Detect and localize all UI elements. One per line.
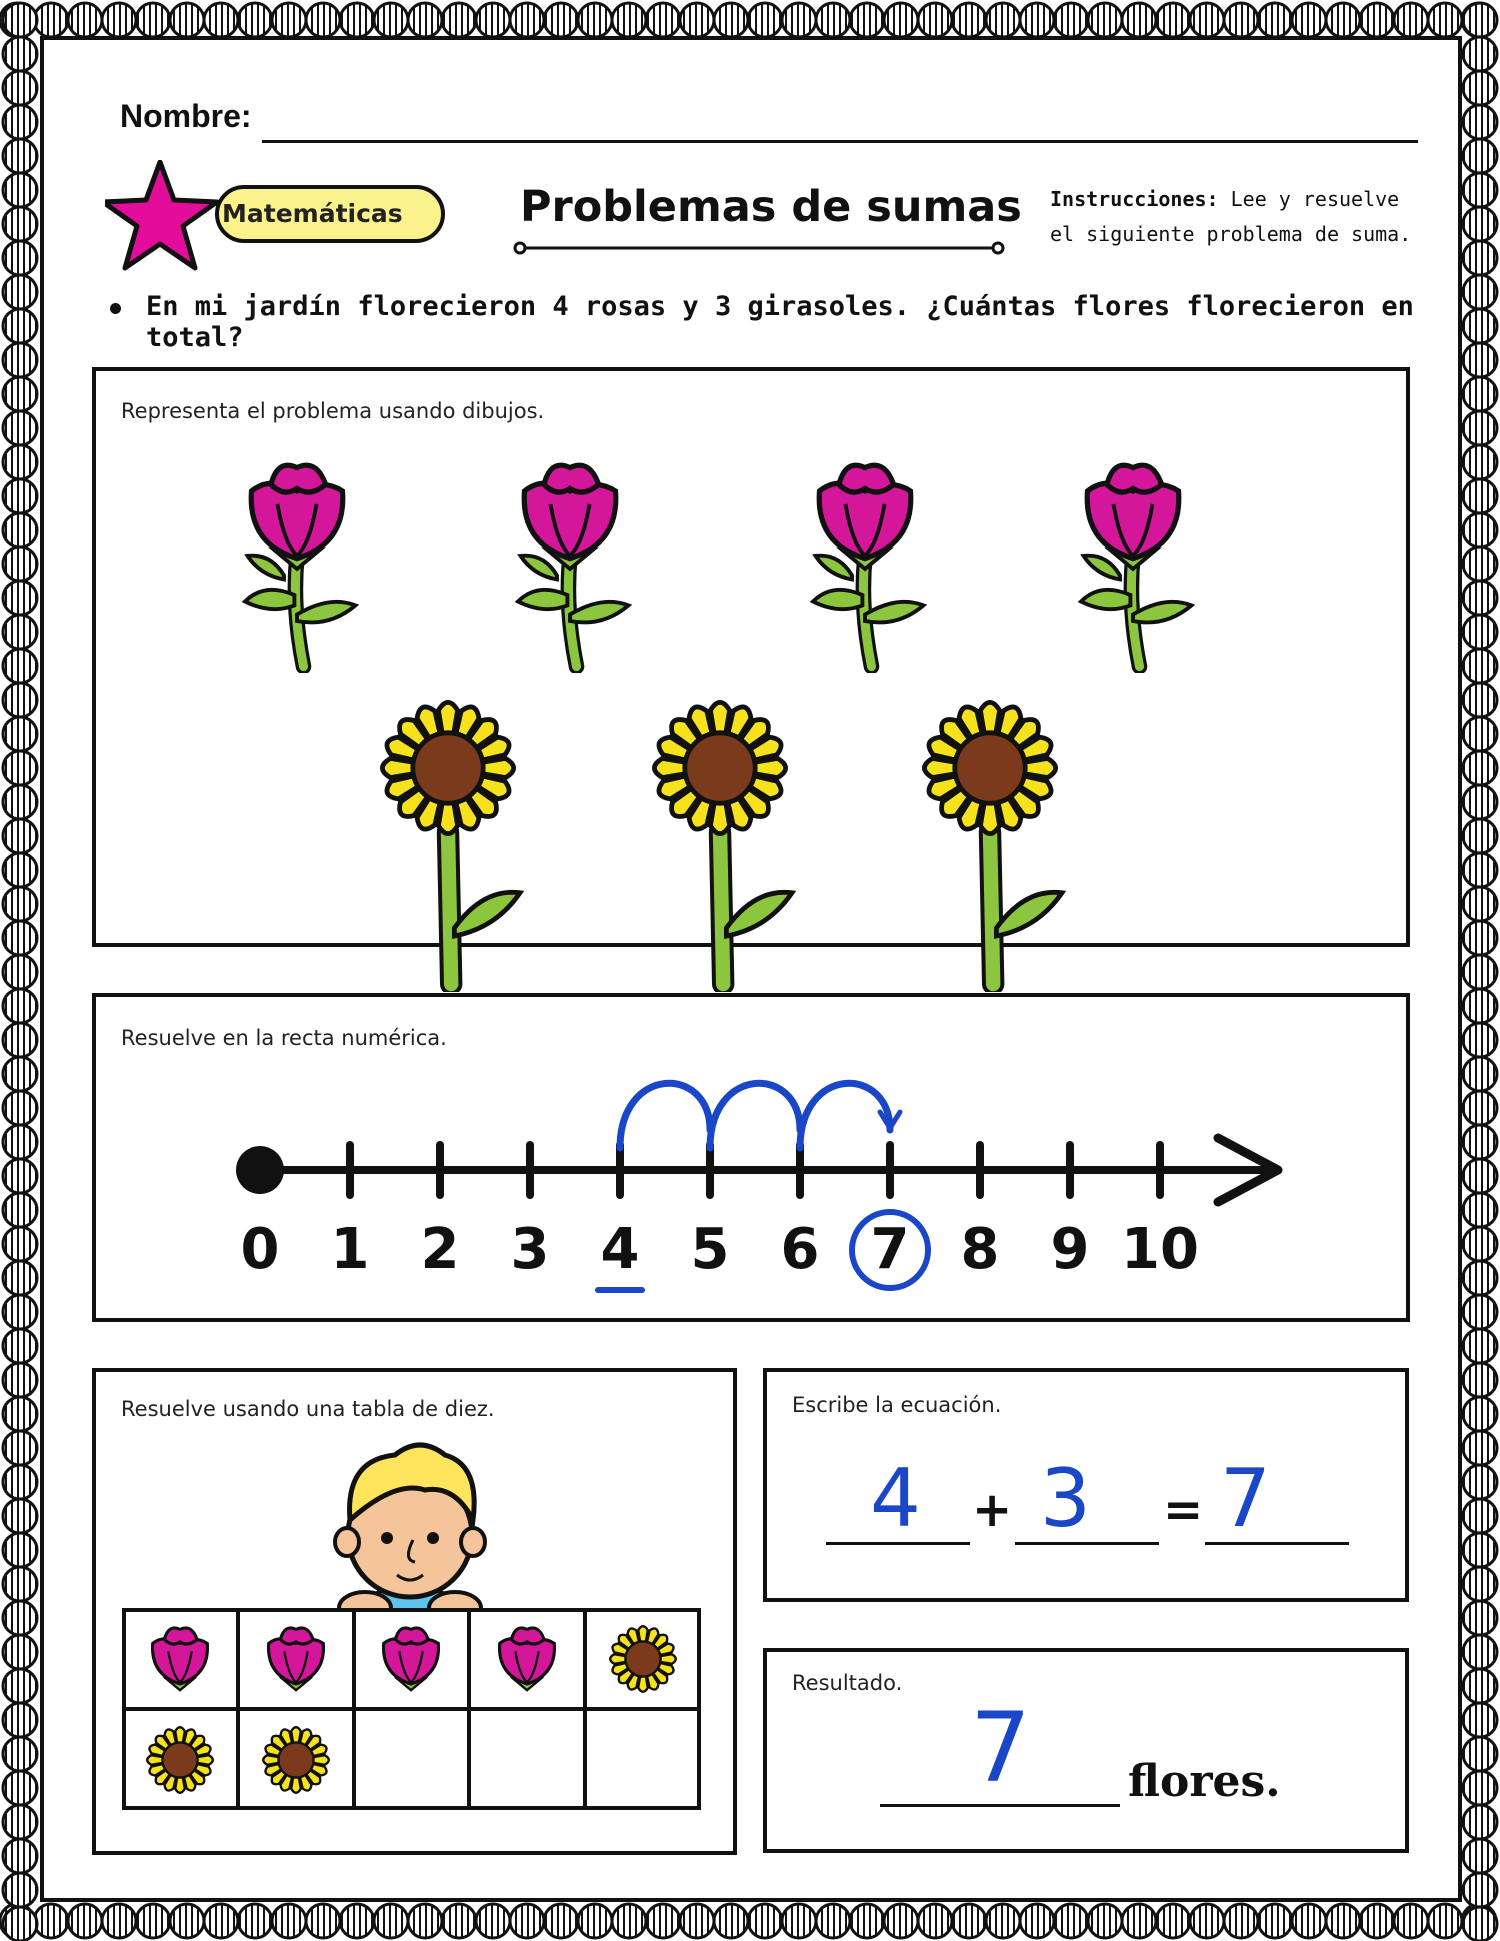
number-line-label: 0 (240, 1217, 280, 1282)
result-caption: Resultado. (792, 1671, 903, 1695)
instructions-text: Lee y resuelve el siguiente problema de suma. (1050, 187, 1412, 246)
subject-label: Matemáticas (222, 199, 403, 228)
ten-frame-cell[interactable] (585, 1608, 701, 1709)
number-line-label: 5 (690, 1217, 730, 1282)
rose-icon (257, 1620, 335, 1698)
ten-frame-cell[interactable] (469, 1608, 585, 1709)
drawing-caption: Representa el problema usando dibujos. (121, 399, 545, 423)
equation-caption: Escribe la ecuación. (792, 1393, 1002, 1417)
hop-arc (800, 1083, 890, 1148)
child-illustration (325, 1430, 495, 1620)
hop-arc (710, 1083, 800, 1148)
number-line-label: 3 (510, 1217, 550, 1282)
page-title: Problemas de sumas (520, 182, 1022, 232)
result-blank[interactable] (880, 1804, 1120, 1807)
ten-frame-cell[interactable] (354, 1608, 470, 1709)
plus-sign: + (972, 1482, 1013, 1538)
ten-frame-cell[interactable] (469, 1709, 585, 1810)
addend2-value: 3 (1040, 1452, 1091, 1545)
name-label: Nombre: (120, 98, 252, 134)
number-line-label: 2 (420, 1217, 460, 1282)
result-unit: flores. (1128, 1756, 1281, 1807)
equals-sign: = (1163, 1482, 1204, 1538)
ten-frame-cell[interactable] (238, 1709, 354, 1810)
instructions-label: Instrucciones: (1050, 187, 1219, 211)
sunflower-icon (256, 1720, 336, 1800)
ten-frame-caption: Resuelve usando una tabla de diez. (121, 1397, 495, 1421)
ten-frame-cell[interactable] (585, 1709, 701, 1810)
hop-arc (620, 1083, 710, 1148)
sunflower-icon (603, 1619, 683, 1699)
number-line-label: 7 (870, 1217, 910, 1282)
number-line-label: 4 (600, 1217, 640, 1282)
ten-frame-cell[interactable] (122, 1709, 238, 1810)
ten-frame-cell[interactable] (238, 1608, 354, 1709)
rose-icon (372, 1620, 450, 1698)
problem-statement: En mi jardín florecieron 4 rosas y 3 girasoles. ¿Cuántas flores florecieron en total? (146, 291, 1414, 353)
number-line-label: 8 (960, 1217, 1000, 1282)
number-line-label: 1 (330, 1217, 370, 1282)
sunflower-icon (140, 1720, 220, 1800)
number-line-caption: Resuelve en la recta numérica. (121, 1026, 447, 1050)
rose-icon (141, 1620, 219, 1698)
rose-icon (488, 1620, 566, 1698)
ten-frame (122, 1608, 701, 1810)
result-value: 7 (970, 1692, 1032, 1804)
number-line-start-dot (236, 1146, 284, 1194)
number-line-label: 6 (780, 1217, 820, 1282)
ten-frame-cell[interactable] (122, 1608, 238, 1709)
ten-frame-cell[interactable] (354, 1709, 470, 1810)
addend1-value: 4 (870, 1452, 921, 1545)
number-line-label: 9 (1050, 1217, 1090, 1282)
number-line-label: 10 (1121, 1217, 1199, 1282)
sum-value: 7 (1220, 1452, 1271, 1545)
